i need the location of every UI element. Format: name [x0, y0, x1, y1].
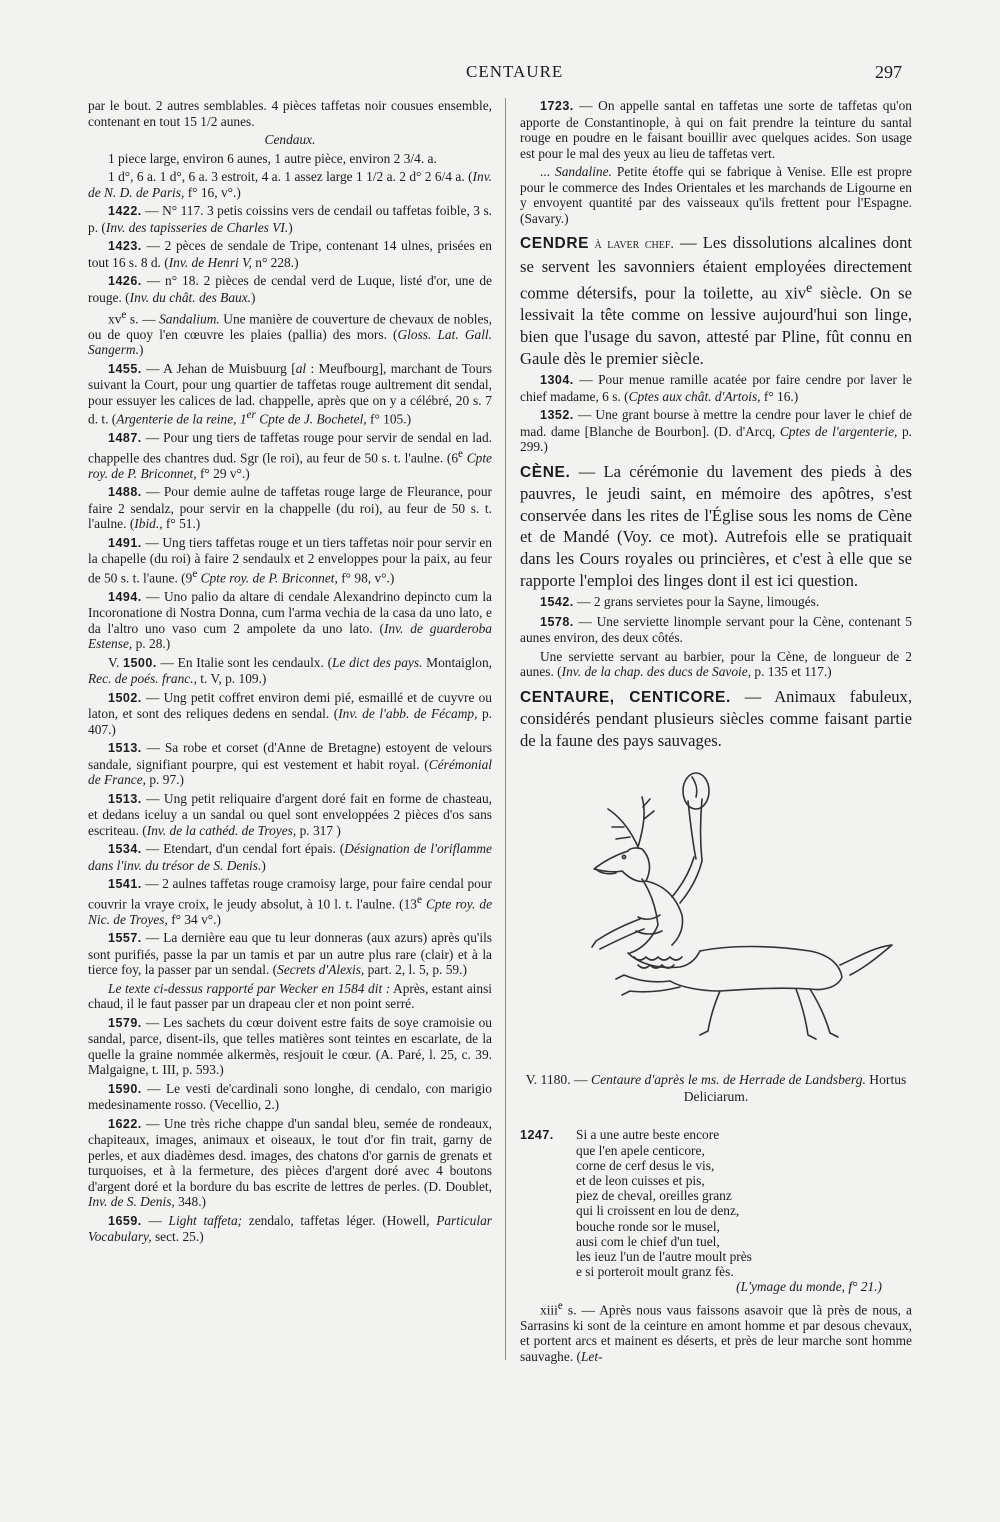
- entry-1502: 1502. — Ung petit coffret environ demi pié, esmaillé et de cuyvre ou laton, et sont des reliques dedens en sendal. (Inv. de l'abb. de Fécamp, p. 407.): [88, 689, 492, 737]
- entry-1578-b: Une serviette servant au barbier, pour la Cène, de longueur de 2 aunes. (Inv. de la chap. des ducs de Savoie, p. 135 et 117.): [520, 648, 912, 680]
- subheading-cendaux: Cendaux.: [264, 132, 316, 147]
- entry-1304: 1304. — Pour menue ramille acatée por faire cendre por laver le chief madame, 6 s. (Cptes aux chât. d'Artois, f° 16.): [520, 372, 912, 404]
- entry-1723: 1723. — On appelle santal en taffetas une sorte de taffetas qu'on apporte de Constantinople, à qui on fait prendre la teinture du santal rouge en poudre en le faisant bouillir avec quelques acides. Son usage est pour le mal des yeux au lieu de taffetas vert.: [520, 98, 912, 161]
- poem-line: piez de cheval, oreilles granz: [576, 1188, 732, 1204]
- article-cendre: CENDRE à laver chef. — Les dissolutions alcalines dont se servent les savonniers étaient employées directement comme détersifs, pour la toilette, au xiv$^e$ siècle. On se lessivait la tête comme on lessive aujourd'hui son linge, bien que l'usage du savon, attesté par Pline, fût connu en Gaule dès le premier siècle.: [520, 233, 912, 368]
- page-number: 297: [875, 62, 902, 82]
- poem-line: Si a une autre beste encore: [576, 1127, 720, 1143]
- paragraph: par le bout. 2 autres semblables. 4 pièces taffetas noir cousues ensemble, contenant en tout 15 1/2 aunes.: [88, 98, 492, 129]
- entry-year: 1247.: [520, 1128, 554, 1143]
- poem-line: ausi com le chief d'un tuel,: [576, 1233, 720, 1249]
- paragraph: 1 d°, 6 a. 1 d°, 6 a. 3 estroit, 4 a. 1 assez large 1 1/2 a. 2 d° 2 6/4 a. (Inv. de N. D. de Paris, f° 16, v°.): [88, 169, 492, 200]
- entry-1534: 1534. — Etendart, d'un cendal fort épais. (Désignation de l'oriflamme dans l'inv. du trésor de S. Denis.): [88, 841, 492, 873]
- poem-line: que l'en apele centicore,: [576, 1142, 705, 1158]
- entry-sandaline: ... Sandaline. Petite étoffe qui se fabrique à Venise. Elle est propre pour le commerce des Indes Orientales et les marchands de Ligourne en y envoyent quantité par des vaisseaux qu'ils frettent pour l'Espagne. (Savary.): [520, 164, 913, 226]
- running-title: CENTAURE: [466, 62, 564, 81]
- poem-line: corne de cerf desus le vis,: [576, 1157, 715, 1173]
- entry-1422: 1422. — N° 117. 3 petis coissins vers de cendail ou taffetas foible, 3 s. p. (Inv. des tapisseries de Charles VI.): [88, 203, 492, 235]
- entry-1426: 1426. — n° 18. 2 pièces de cendal verd de Luque, listé d'or, une de rouge. (Inv. du chât. des Baux.): [88, 273, 492, 305]
- entry-1352: 1352. — Une grant bourse à mettre la cendre pour laver le chief de mad. dame [Blanche de Bourbon]. (D. d'Arcq, Cptes de l'argenterie, p. 299.): [520, 407, 913, 455]
- centaur-drawing: [520, 769, 912, 1059]
- entry-1541: 1541. — 2 aulnes taffetas rouge cramoisy large, pour faire cendal pour couvrir la vraye croix, le jeudy absolut, à 10 l. t. l'aulne. (13e Cpte roy. de Nic. de Troyes, f° 34 v°.): [88, 876, 493, 927]
- entry-1491: 1491. — Ung tiers taffetas rouge et un tiers taffetas noir pour servir en la chapelle (du roi) à faire 2 sendaulx et 2 enveloppes pour la paix, au feur de 50 s. t. l'aune. (9e Cpte roy. de P. Briconnet, f° 98, v°.): [88, 534, 492, 586]
- entry-1423: 1423. — 2 pèces de sendale de Tripe, contenant 14 ulnes, prisées en tout 16 s. 8 d. (Inv. de Henri V, n° 228.): [88, 238, 492, 270]
- entry-xiii-century: xiii$^e$ s. — Après nous vaus faissons asavoir que là près de nous, a Sarrasins ki sont de la ceinture en amont homme et par desous chevaux, et portent arcs et mainent es déserts, et près de leur marche sont homme sauvaghe. (Let-: [520, 1299, 912, 1364]
- figure-caption: V. 1180. — Centaure d'après le ms. de Herrade de Landsberg. Hortus Deliciarum.: [525, 1072, 907, 1105]
- poem-line: bouche ronde sor le musel,: [576, 1218, 720, 1234]
- page-header: [0, 62, 1000, 88]
- entry-1513-b: 1513. — Ung petit reliquaire d'argent doré fait en forme de chasteau, et dedans iceluy a un sandal ou quel sont enveloppées 2 pièces d'os sans escriteau. (Inv. de la cathéd. de Troyes, p. 317 ): [88, 790, 492, 838]
- entry-1494: 1494. — Uno palio da altare di cendale Alexandrino depincto cum la Incoronatione di Nostra Donna, cum l'arma vechia de la casa da uno lato, e da l'altro uno vaso cum 2 ampolete da uno lato. (Inv. de guarderoba Estense, p. 28.): [88, 588, 492, 652]
- entry-1488: 1488. — Pour demie aulne de taffetas rouge large de Fleurance, pour faire 2 sendalz, pour servir en la chappelle (du roi), au feur de 50 s. t. l'aulne. (Ibid., f° 51.): [88, 484, 492, 532]
- entry-1487: 1487. — Pour ung tiers de taffetas rouge pour servir de sendal en lad. chappelle des chantres dud. Sgr (le roi), au feur de 50 s. t. l'aulne. (6e Cpte roy. de P. Briconnet, f° 29 v°.): [88, 430, 492, 481]
- poem-line: les ieuz l'un de l'autre moult près: [576, 1249, 752, 1265]
- entry-1622: 1622. — Une très riche chappe d'un sandal bleu, semée de rondeaux, chapiteaux, images, animaux et oiseaux, le tout d'or fin trait, garny de perles, et aux diadèmes desd. images, des chatons d'or garnis de grenats et turquoises, et à la fermeture, des pièces d'argent doré avec 4 boutons d'argent doré et la bordure du bas escrite de lettres de perles. (D. Doublet, Inv. de S. Denis, 348.): [88, 1115, 492, 1210]
- centaur-illustration: [520, 769, 912, 1059]
- poem-line: qui li croissent en lou de denz,: [576, 1203, 740, 1219]
- article-cene: CÈNE. — La cérémonie du lavement des pieds à des pauvres, le jeudi saint, en mémoire des apôtres, s'est conservée dans les rites de l'Église sous les noms de Cène et de Mandé (Voy. ce mot). Autrefois elle se pratiquait dans les Cours royales ou princières, et c'est à elle que se rapporte l'emploi des linges dont il est ici question.: [520, 461, 912, 590]
- entry-1557: 1557. — La dernière eau que tu leur donneras (aux azurs) après qu'ils sont purifiés, passe la par un tamis et par un autre plus rare (clair) et à la tierce foy, la passer par un sendal. (Secrets d'Alexis, part. 2, l. 5, p. 59.): [88, 930, 492, 978]
- right-column: [520, 98, 912, 1367]
- entry-xv-century: $xv^e$ s. — Sandalium. Une manière de couverture de chevaux de nobles, ou de quoy l'en cœuvre les plaies (pallia) des mors. (Gloss. Lat. Gall. Sangerm.): [88, 309, 492, 358]
- entry-1247: [520, 1127, 912, 1294]
- poem-source: (L'ymage du monde, f° 21.): [736, 1279, 882, 1295]
- article-centaure: CENTAURE, CENTICORE. — Animaux fabuleux, considérés pendant plusieurs siècles comme faisant partie de la faune des pays sauvages.: [520, 686, 912, 750]
- entry-1590: 1590. — Le vesti de'cardinali sono longhe, di cendalo, con marigio medesinamente rosso. (Vecellio, 2.): [88, 1080, 492, 1113]
- note-wecker: Le texte ci-dessus rapporté par Wecker en 1584 dit : Après, estant ainsi chaud, il le faut passer par un drapeau cler et non point serré.: [88, 980, 493, 1012]
- entry-1542: 1542. — 2 grans servietes pour la Sayne, limougés.: [540, 594, 820, 610]
- paragraph: 1 piece large, environ 6 aunes, 1 autre pièce, environ 2 3/4. a.: [108, 150, 437, 166]
- entry-1500: V. 1500. — En Italie sont les cendaulx. (Le dict des pays. Montaiglon, Rec. de poés. franc., t. V, p. 109.): [88, 654, 493, 687]
- poem-line: e si porteroit moult granz fès.: [576, 1264, 734, 1280]
- entry-1513-a: 1513. — Sa robe et corset (d'Anne de Bretagne) estoyent de velours sandale, signifiant pourpre, qui est vestement et habit royal. (Cérémonial de France, p. 97.): [88, 740, 492, 788]
- column-rule: [505, 98, 506, 1360]
- entry-1579: 1579. — Les sachets du cœur doivent estre faits de soye cramoisie ou sandal, parce, disent-ils, que telles matières sont teintes en escarlate, de la quelle la graine nommée alkermès, resjouit le cœur. (A. Paré, l. 25, c. 39. Malgaigne, t. III, p. 593.): [88, 1014, 492, 1078]
- entry-1659: 1659. — Light taffeta; zendalo, taffetas léger. (Howell, Particular Vocabulary, sect. 25.): [88, 1212, 492, 1245]
- left-column: [88, 98, 492, 1248]
- entry-1455: 1455. — A Jehan de Muisbuurg [al : Meufbourg], marchant de Tours suivant la Court, pour ung quartier de taffetas rouge aultrement dit sendal, pour essuyer les calices de lad. chappelle, après que on y a célébré, 20 s. 7 d. t. (Argenterie de la reine, 1er Cpte de J. Bochetel, f° 105.): [88, 360, 492, 427]
- poem: [576, 1127, 912, 1294]
- entry-1578: 1578. — Une serviette linomple servant pour la Cène, contenant 5 aunes environ, des deux côtés.: [520, 613, 912, 646]
- poem-line: et de leon cuisses et pis,: [576, 1173, 705, 1189]
